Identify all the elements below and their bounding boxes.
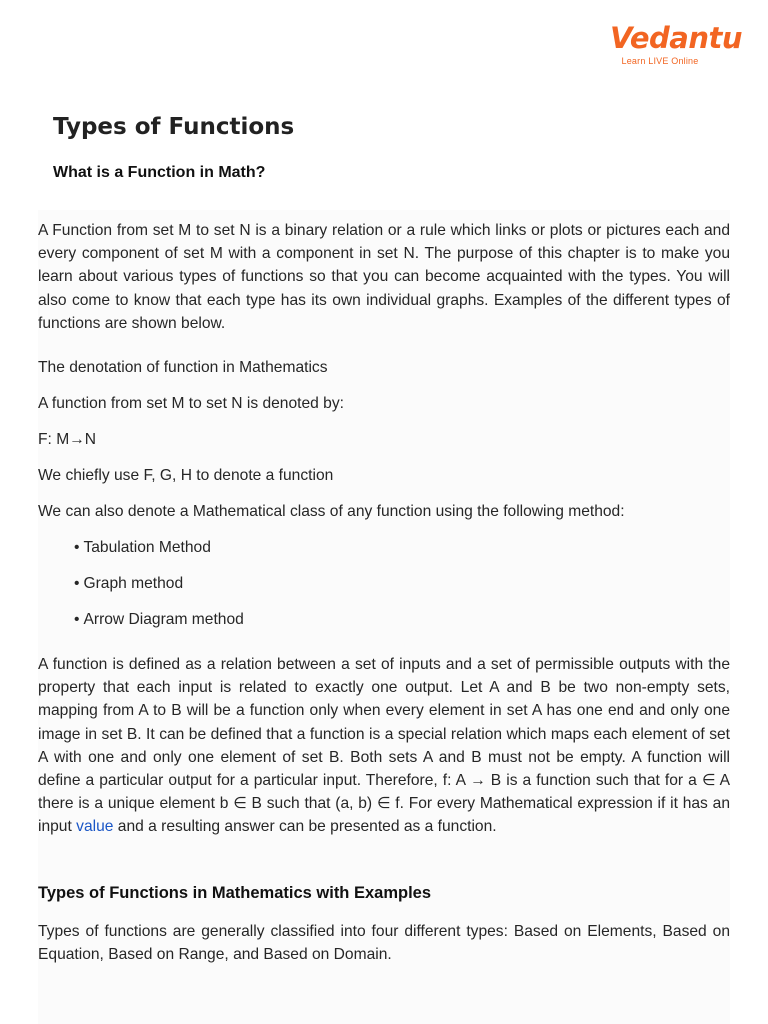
function-notation: F: M→N: [38, 431, 97, 449]
page-subtitle: What is a Function in Math?: [53, 164, 266, 181]
section-heading: Types of Functions in Mathematics with Examples: [38, 883, 432, 902]
list-item: • Graph method: [74, 575, 184, 593]
list-item: • Arrow Diagram method: [74, 611, 244, 629]
denotation-description: A function from set M to set N is denoted by:: [38, 395, 344, 413]
article-body: [38, 210, 730, 1024]
methods-intro: We can also denote a Mathematical class of any function using the following method:: [38, 503, 625, 521]
brand-name: Vedantu: [610, 21, 742, 55]
page-header: [53, 112, 294, 142]
brand-tagline: Learn LIVE Online: [621, 56, 699, 66]
method-label: Tabulation Method: [83, 539, 211, 557]
definition-text-end: and a resulting answer can be presented as a function.: [113, 818, 497, 836]
section-paragraph: Types of functions are generally classified into four different types: Based on Elements, Based on Equation, Based on Range, and Based on Domain.: [38, 922, 730, 963]
intro-paragraph: A Function from set M to set N is a binary relation or a rule which links or plots or pictures each and every component of set M with a component in set N. The purpose of this chapter is to make you learn about various types of functions so that you can become acquainted with the types. You will also come to know that each type has its own individual graphs. Examples of the different types of functions are shown below.: [38, 222, 730, 332]
function-letters-note: We chiefly use F, G, H to denote a function: [38, 467, 334, 485]
value-link[interactable]: value: [76, 818, 114, 836]
page-title: Types of Functions: [53, 114, 295, 140]
list-item: • Tabulation Method: [74, 539, 211, 557]
denotation-heading: The denotation of function in Mathematics: [38, 359, 328, 377]
methods-list: [38, 536, 730, 631]
method-label: Arrow Diagram method: [83, 611, 244, 629]
definition-paragraph: [38, 653, 730, 839]
definition-text: A function is defined as a relation between a set of inputs and a set of permissible outputs with the property that each input is related to exactly one output. Let A and B be two non-empty sets, mapping from A to B will be a function only when every element in set A has one end and only one image in set B. It can be defined that a function is a special relation which maps each element of set A with one and only one element of set B. Both sets A and B must not be empty. A function will define a particular output for a particular input. Therefore, f: A → B is a function such that for a ∈ A there is a unique element b ∈ B such that (a, b) ∈ f. For every Mathematical expression if it has an input: [38, 656, 730, 836]
method-label: Graph method: [83, 575, 184, 593]
brand-logo[interactable]: [610, 21, 742, 66]
